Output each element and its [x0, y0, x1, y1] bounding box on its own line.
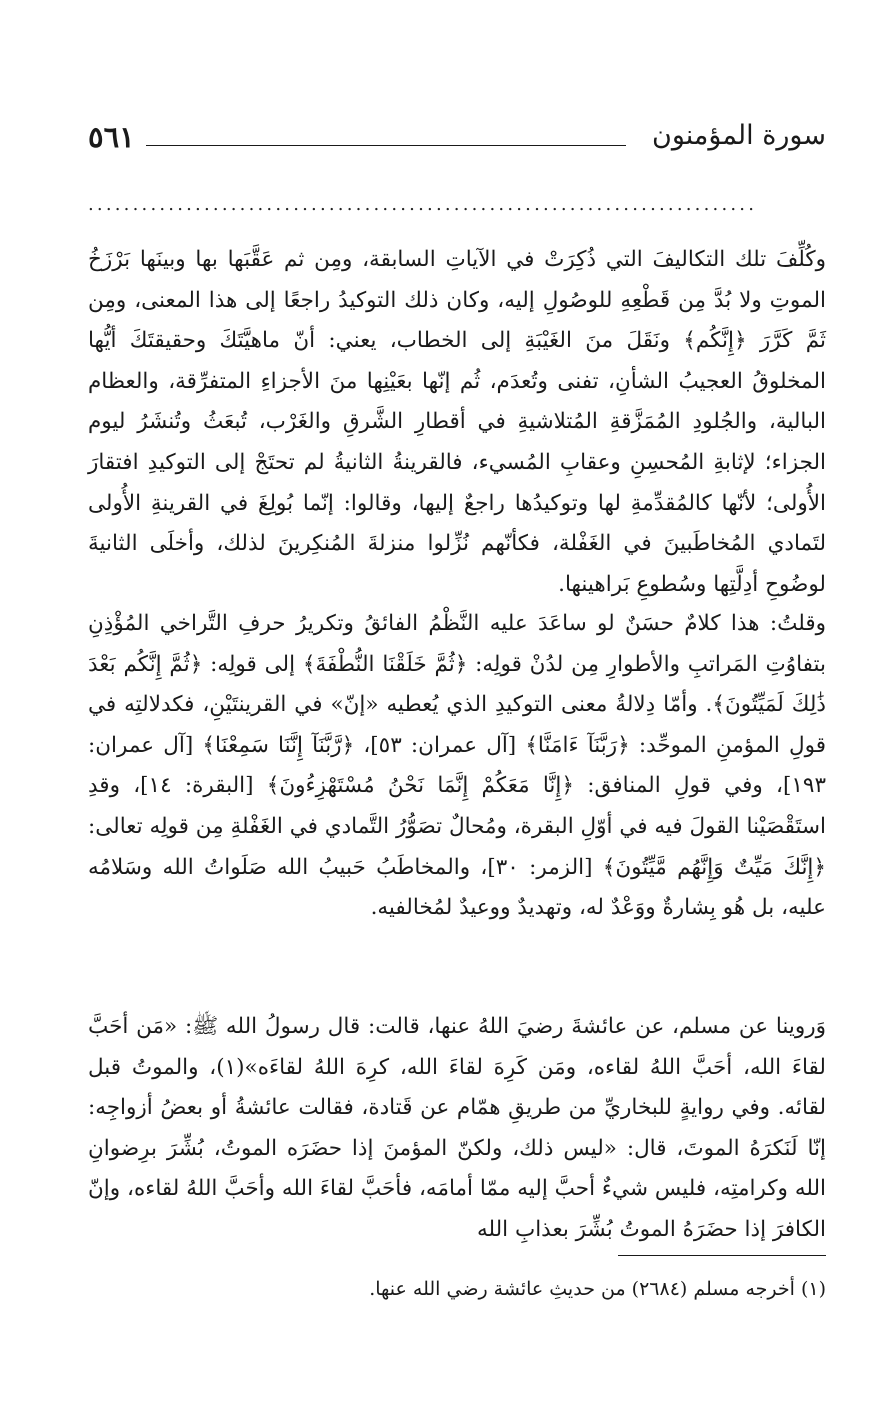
paragraph: وكُلِّفَ تلك التكاليفَ التي ذُكِرَتْ في الآياتِ السابقة، ومِن ثم عَقَّبَها بها وبينَها بَرْزَخُ الموتِ ولا بُدَّ مِن قَطْعِهِ للوصُولِ إليه، وكان ذلك التوكيدُ راجعًا إلى هذا المعنى، ومِن ثَمَّ كَرَّرَ ﴿إِنَّكُم﴾ ونَقَلَ منَ الغَيْبَةِ إلى الخطاب، يعني: أنّ ماهيَّتَكَ وحقيقتَكَ أيُّها المخلوقُ العجيبُ الشأنِ، تفنى وتُعدَم، ثُم إنّها بعَيْنِها منَ الأجزاءِ المتفرِّقة، والعظام البالية، والجُلودِ المُمَزَّقةِ المُتلاشيةِ في أقطارِ الشَّرقِ والغَرْب، تُبعَثُ وتُنشَرُ ليوم الجزاء؛ لإثابةِ المُحسِنِ وعقابِ المُسيء، فالقرينةُ الثانيةُ لم تحتَجْ إلى التوكيدِ افتقارَ الأُولى؛ لأنّها كالمُقدِّمةِ لها وتوكيدُها راجعٌ إليها، وقالوا: إنّما بُولِغَ في القرينةِ الأُولى لتَمادي المُخاطَبينَ في الغَفْلة، فكأنّهم نُزِّلوا منزلةَ المُنكِرينَ لذلك، وأخلَى الثانيةَ لوضُوحِ أدِلَّتِها وسُطوعِ بَراهينها. [88, 247, 826, 597]
page-header [88, 112, 826, 160]
page-number: ٥٦١ [88, 120, 135, 154]
dotted-separator: ........................................................................... [88, 195, 758, 215]
paragraph: وَروينا عن مسلم، عن عائشةَ رضيَ اللهُ عنها، قالت: قال رسولُ الله ﷺ: «مَن أحَبَّ لقاءَ الله، أحَبَّ اللهُ لقاءه، ومَن كَرِهَ لقاءَ الله، كرِهَ اللهُ لقاءَه»(١)، والموتُ قبل لقائه. وفي روايةٍ للبخاريِّ من طريقِ همّام عن قَتادة، فقالت عائشةُ أو بعضُ أزواجِه: إنّا لَنَكرَهُ الموتَ، قال: «ليس ذلك، ولكنّ المؤمنَ إذا حضَرَه الموتُ، بُشِّرَ برِضوانِ الله وكرامتِه، فليس شيءٌ أحبَّ إليه ممّا أمامَه، فأحَبَّ لقاءَ الله وأحَبَّ اللهُ لقاءه، وإنّ الكافرَ إذا حضَرَهُ الموتُ بُشِّرَ بعذابِ الله [88, 1014, 826, 1242]
footnote-rule [618, 1255, 826, 1256]
paragraph: وقلتُ: هذا كلامٌ حسَنٌ لو ساعَدَ عليه النَّظْمُ الفائقُ وتكريرُ حرفِ التَّراخي المُؤْذِنِ بتفاوُتِ المَراتبِ والأطوارِ مِن لدُنْ قولِه: ﴿ثُمَّ خَلَقْنَا النُّطْفَةَ﴾ إلى قولِه: ﴿ثُمَّ إِنَّكُم بَعْدَ ذَٰلِكَ لَمَيِّتُونَ﴾. وأمّا دِلالةُ معنى التوكيدِ الذي يُعطيه «إنّ» في القرينتَيْنِ، فكدلالتِه في قولِ المؤمنِ الموحِّد: ﴿رَبَّنَآ ءَامَنَّا﴾ [آل عمران: ٥٣]، ﴿رَّبَّنَآ إِنَّنَا سَمِعْنَا﴾ [آل عمران: ١٩٣]، وفي قولِ المنافق: ﴿إِنَّا مَعَكُمْ إِنَّمَا نَحْنُ مُسْتَهْزِءُونَ﴾ [البقرة: ١٤]، وقدِ استَقْصَيْنا القولَ فيه في أوّلِ البقرة، ومُحالٌ تصَوُّرُ التَّمادي في الغَفْلةِ مِن قولِه تعالى: ﴿إِنَّكَ مَيِّتٌ وَإِنَّهُم مَّيِّتُونَ﴾ [الزمر: ٣٠]، والمخاطَبُ حَبيبُ الله صَلَواتُ الله وسَلامُه عليه، بل هُو بِشارةٌ ووَعْدٌ له، وتهديدٌ ووعيدٌ لمُخالفيه. [88, 611, 826, 921]
header-rule [146, 145, 626, 146]
footnote: (١) أخرجه مسلم (٢٦٨٤) من حديثِ عائشة رضي الله عنها. [369, 1278, 826, 1300]
running-title: سورة المؤمنون [651, 120, 826, 151]
